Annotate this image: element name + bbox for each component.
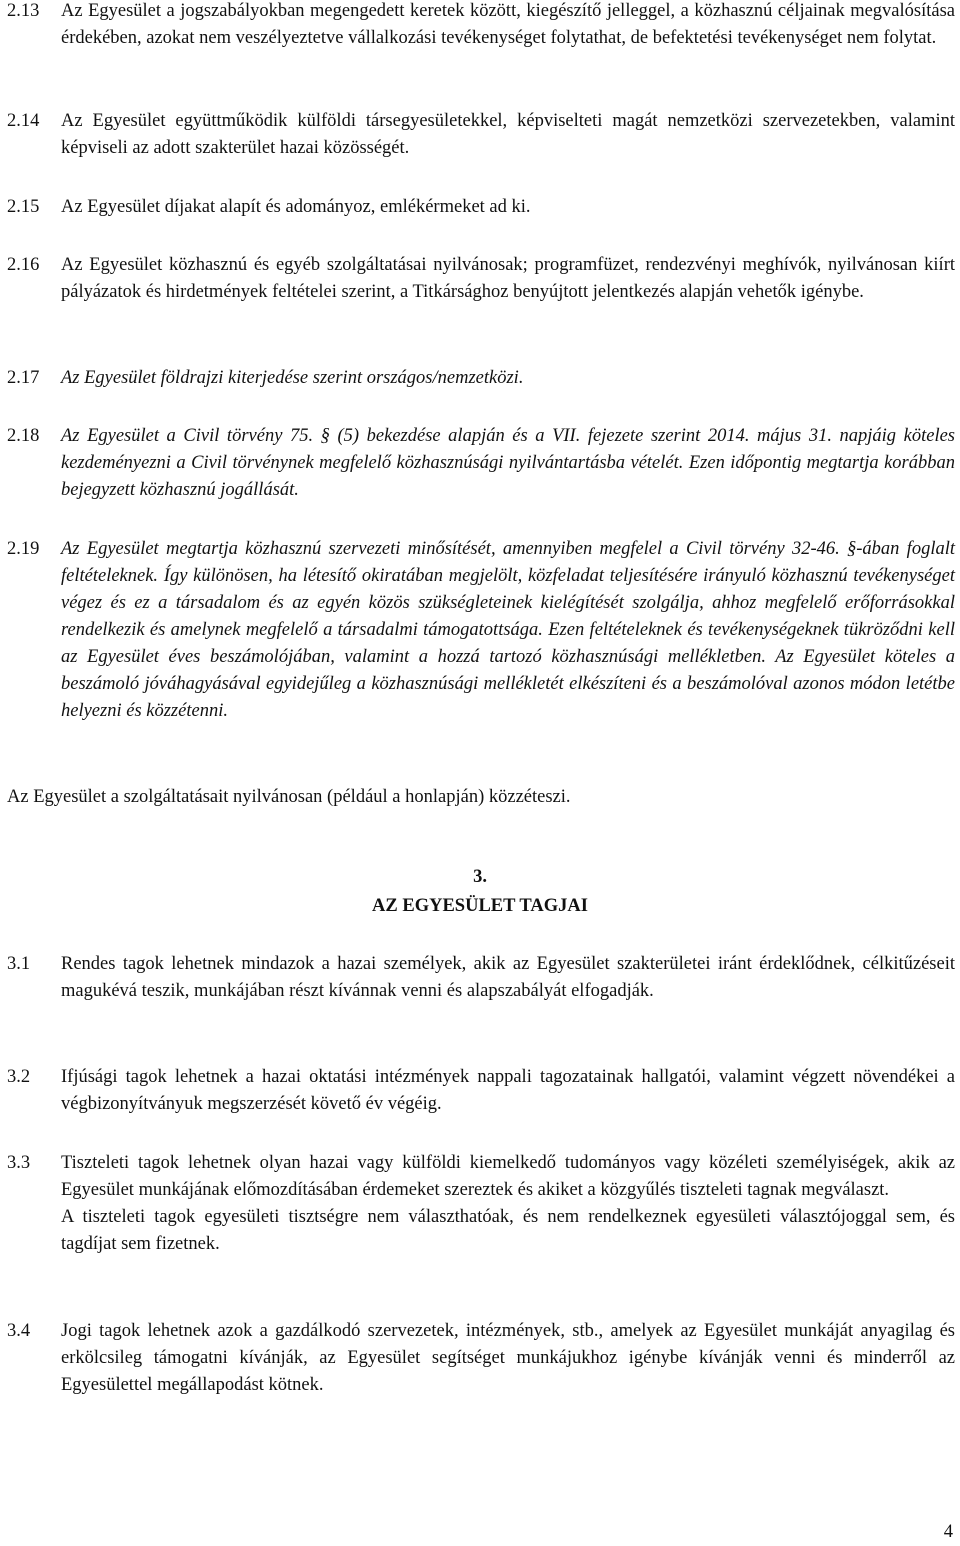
section-number: 3.1 bbox=[7, 954, 31, 974]
section-number: 2.19 bbox=[7, 539, 40, 559]
section-text-continued: A tiszteleti tagok egyesületi tisztségre nem választhatóak, és nem rendelkeznek egyesületi választójoggal sem, és tagdíjat sem fizetnek. bbox=[61, 1207, 955, 1254]
section-number: 2.16 bbox=[7, 255, 40, 275]
section-number: 2.15 bbox=[7, 197, 40, 217]
section-number: 3.2 bbox=[7, 1067, 31, 1087]
section-text: Jogi tagok lehetnek azok a gazdálkodó szervezetek, intézmények, stb., amelyek az Egyesület munkáját anyagilag és erkölcsileg támogatni kívánják, az Egyesület segítséget munkájukhoz igénybe kívánják venni és minderről az Egyesülettel megállapodást kötnek. bbox=[61, 1321, 955, 1395]
section-text: Az Egyesület a Civil törvény 75. § (5) bekezdése alapján és a VII. fejezete szerint 2014. május 31. napjáig köteles kezdeményezni a Civil törvénynek megfelelő közhasznúsági nyilvántartásba vételét. Ezen időpontig megtartja korábban bejegyzett közhasznú jogállását. bbox=[61, 426, 955, 500]
publish-paragraph: Az Egyesület a szolgáltatásait nyilvánosan (például a honlapján) közzéteszi. bbox=[7, 787, 571, 807]
section-text: Az Egyesület megtartja közhasznú szervezeti minősítését, amennyiben megfelel a Civil törvény 32-46. §-ában foglalt feltételeknek. Így különösen, ha létesítő okiratában megjelölt, közfeladat teljesítésére irányuló közhasznú tevékenységet végez és ez a társadalom és az egyén közös szükségleteinek kielégítését szolgálja, ahhoz megfelelő erőforrásokkal rendelkezik és amelynek megfelelő a társadalmi támogatottsága. Ezen feltételeknek és tevékenységeknek tükröződni kell az Egyesület éves beszámolójában, valamint a hozzá tartozó közhasznúsági mellékletben. Az Egyesület köteles a beszámoló jóváhagyásával egyidejűleg a közhasznúsági mellékletét elkészíteni és a beszámolóval azonos módon letétbe helyezni és közzétenni. bbox=[61, 539, 955, 721]
section-text: Tiszteleti tagok lehetnek olyan hazai vagy külföldi kiemelkedő tudományos vagy közéleti személyiségek, akik az Egyesület munkájának előmozdításában érdemeket szereztek és akiket a közgyűlés tiszteleti tagnak megválaszt. bbox=[61, 1153, 955, 1200]
section-number: 2.18 bbox=[7, 426, 40, 446]
section-text: Az Egyesület díjakat alapít és adományoz, emlékérmeket ad ki. bbox=[61, 197, 531, 217]
section-3-3 bbox=[7, 1150, 955, 1258]
section-2-14 bbox=[7, 108, 955, 162]
section-2-16 bbox=[7, 252, 955, 306]
section-number: 2.13 bbox=[7, 1, 40, 21]
section-text: Rendes tagok lehetnek mindazok a hazai személyek, akik az Egyesület szakterületei iránt érdeklődnek, célkitűzéseit magukévá teszik, munkájában részt kívánnak venni és alapszabályát elfogadják. bbox=[61, 954, 955, 1001]
chapter-number: 3. bbox=[473, 867, 487, 887]
section-text: Az Egyesület földrajzi kiterjedése szerint országos/nemzetközi. bbox=[61, 368, 524, 388]
section-number: 2.17 bbox=[7, 368, 40, 388]
section-text: Az Egyesület a jogszabályokban megengedett keretek között, kiegészítő jelleggel, a közhasznú céljainak megvalósítása érdekében, azokat nem veszélyeztetve vállalkozási tevékenységet folytathat, de befektetési tevékenységet nem folytat. bbox=[61, 1, 955, 48]
section-number: 3.4 bbox=[7, 1321, 31, 1341]
section-2-15 bbox=[7, 194, 955, 221]
section-2-18 bbox=[7, 423, 955, 504]
chapter-title: AZ EGYESÜLET TAGJAI bbox=[372, 896, 588, 916]
section-number: 2.14 bbox=[7, 111, 40, 131]
section-text: Az Egyesület közhasznú és egyéb szolgáltatásai nyilvánosak; programfüzet, rendezvényi meghívók, nyilvánosan kiírt pályázatok és hirdetmények feltételei szerint, a Titkársághoz benyújtott jelentkezés alapján vehetők igénybe. bbox=[61, 255, 955, 302]
section-2-13 bbox=[7, 0, 955, 52]
section-text: Ifjúsági tagok lehetnek a hazai oktatási intézmények nappali tagozatainak hallgatói, valamint végzett növendékei a végbizonyítványuk megszerzését követő év végéig. bbox=[61, 1067, 955, 1114]
page-number: 4 bbox=[943, 1522, 953, 1542]
section-2-19 bbox=[7, 536, 955, 725]
section-3-4 bbox=[7, 1318, 955, 1399]
section-3-2 bbox=[7, 1064, 955, 1118]
section-number: 3.3 bbox=[7, 1153, 31, 1173]
section-text: Az Egyesület együttműködik külföldi társegyesületekkel, képviselteti magát nemzetközi szervezetekben, valamint képviseli az adott szakterület hazai közösségét. bbox=[61, 111, 955, 158]
section-2-17 bbox=[7, 365, 955, 392]
section-3-1 bbox=[7, 951, 955, 1005]
